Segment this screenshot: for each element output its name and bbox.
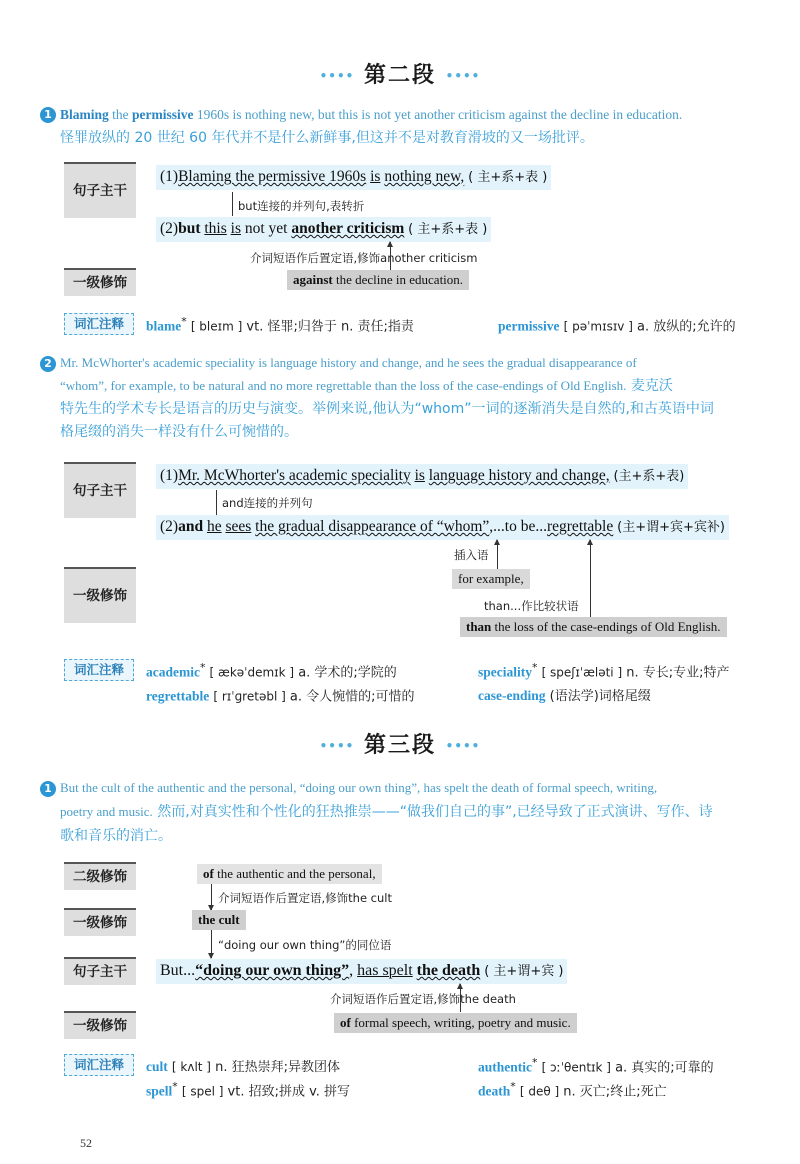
trunk-line: But...“doing our own thing”, has spelt the death ( 主+谓+宾 ) [156, 959, 567, 984]
vocab-tag: 词汇注释 [64, 1054, 134, 1076]
modifier-phrase: of the authentic and the personal, [197, 864, 382, 884]
sentence-number: 1 [40, 107, 56, 123]
chinese-translation: 歌和音乐的消亡。 [60, 828, 172, 844]
annotation-note: but连接的并列句,表转折 [238, 199, 365, 213]
label-level1-modifier: 一级修饰 [64, 268, 136, 296]
vocab-entry: cult [ kʌlt ] n. 狂热崇拜;异教团体 [146, 1059, 341, 1075]
vocab-entry: permissive [ pəˈmɪsɪv ] a. 放纵的;允许的 [498, 318, 736, 335]
trunk-line-2: (2)but this is not yet another criticism ( 主+系+表 ) [156, 217, 491, 242]
english-sentence: “whom”, for example, to be natural and no more regrettable than the loss of the case-endings of Old English. 麦克沃 [60, 378, 673, 394]
label-level2-modifier: 二级修饰 [64, 862, 136, 890]
sentence-number: 1 [40, 781, 56, 797]
annotation-note: 介词短语作后置定语,修饰the cult [218, 891, 392, 905]
english-sentence: poetry and music. 然而,对真实性和个性化的狂热推崇——“做我们自己的事”,已经导致了正式演讲、写作、诗 [60, 804, 713, 820]
connector-line [216, 490, 217, 516]
page-number: 52 [80, 1136, 92, 1150]
vocab-entry: regrettable [ rɪˈɡretəbl ] a. 令人惋惜的;可惜的 [146, 688, 415, 705]
section-title-2: •••• 第二段 •••• [319, 63, 481, 88]
modifier-phrase: against the decline in education. [287, 270, 469, 290]
vocab-entry: blame* [ bleɪm ] vt. 怪罪;归咎于 n. 责任;指责 [146, 315, 414, 335]
vocab-entry: authentic* [ ɔːˈθentɪk ] a. 真实的;可靠的 [478, 1056, 714, 1076]
vocab-entry: spell* [ spel ] vt. 招致;拼成 v. 拼写 [146, 1080, 351, 1100]
arrow-up [497, 540, 498, 570]
vocab-tag: 词汇注释 [64, 659, 134, 681]
english-sentence: Blaming the permissive 1960s is nothing new, but this is not yet another criticism against the decline in education. [60, 107, 683, 122]
trunk-line-1: (1)Blaming the permissive 1960s is nothing new, ( 主+系+表 ) [156, 165, 551, 190]
arrow-down [211, 930, 212, 958]
trunk-line-1: (1)Mr. McWhorter's academic speciality is language history and change, (主+系+表) [156, 464, 688, 489]
annotation-note: “doing our own thing”的同位语 [218, 938, 392, 952]
vocab-entry: death* [ deθ ] n. 灭亡;终止;死亡 [478, 1080, 667, 1100]
annotation-note: 插入语 [454, 548, 489, 562]
label-level1-modifier: 一级修饰 [64, 908, 136, 936]
annotation-note: and连接的并列句 [222, 496, 313, 510]
vocab-entry: academic* [ ækəˈdemɪk ] a. 学术的;学院的 [146, 661, 397, 681]
label-level1-modifier: 一级修饰 [64, 567, 136, 623]
label-level1-modifier: 一级修饰 [64, 1011, 136, 1039]
annotation-note: than...作比较状语 [484, 599, 579, 613]
english-sentence: But the cult of the authentic and the personal, “doing our own thing”, has spelt the death of formal speech, writing, [60, 780, 658, 795]
trunk-line-2: (2)and he sees the gradual disappearance of “whom”,...to be...regrettable (主+谓+宾+宾补) [156, 515, 729, 540]
label-sentence-trunk: 句子主干 [64, 957, 136, 985]
modifier-phrase: of formal speech, writing, poetry and music. [334, 1013, 577, 1033]
chinese-translation: 格尾缀的消失一样没有什么可惋惜的。 [60, 424, 298, 440]
label-sentence-trunk: 句子主干 [64, 462, 136, 518]
annotation-note: 介词短语作后置定语,修饰another criticism [250, 251, 478, 265]
label-sentence-trunk: 句子主干 [64, 162, 136, 218]
sentence-number: 2 [40, 356, 56, 372]
english-sentence: Mr. McWhorter's academic speciality is language history and change, and he sees the gradual disappearance of [60, 355, 637, 370]
vocab-tag: 词汇注释 [64, 313, 134, 335]
section-title-3: •••• 第三段 •••• [319, 733, 481, 758]
arrow-up [590, 540, 591, 618]
vocab-entry: speciality* [ speʃɪˈæləti ] n. 专长;专业;特产 [478, 661, 730, 681]
arrow-down [211, 884, 212, 910]
insert-phrase: for example, [452, 569, 530, 589]
chinese-translation: 特先生的学术专长是语言的历史与演变。举例来说,他认为“whom”一词的逐渐消失是自然的,和古英语中词 [60, 401, 714, 417]
vocab-entry: case-ending (语法学)词格尾缀 [478, 688, 651, 704]
modifier-phrase: than the loss of the case-endings of Old English. [460, 617, 727, 637]
connector-line [232, 192, 233, 216]
chinese-translation: 怪罪放纵的 20 世纪 60 年代并不是什么新鲜事,但这并不是对教育滑坡的又一场批评。 [60, 130, 594, 146]
annotation-note: 介词短语作后置定语,修饰the death [330, 992, 516, 1006]
modifier-phrase: the cult [192, 910, 246, 930]
